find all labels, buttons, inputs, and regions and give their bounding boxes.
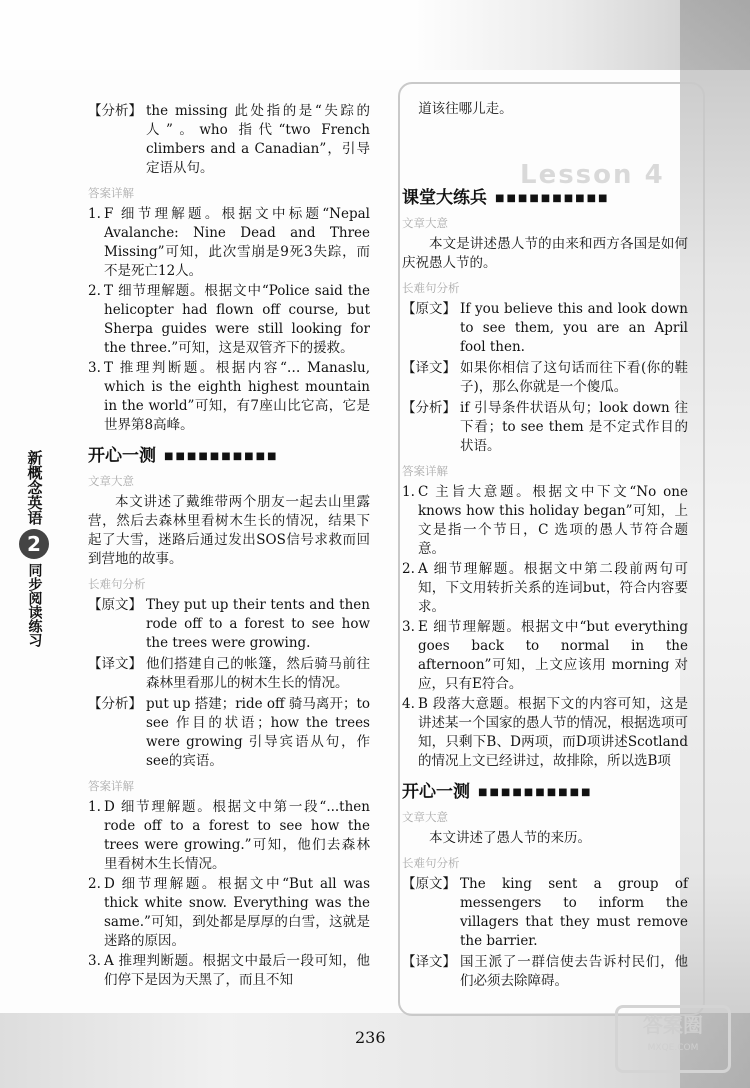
answer-item: 3. E 细节理解题。根据文中“but everything goes back to normal in the afternoon”可知，上文应该用 morning 对应，只有E符合。 — [402, 619, 688, 692]
gist-subheading: 文章大意 — [88, 474, 134, 488]
long-sentence-subheading: 长难句分析 — [402, 856, 460, 870]
answers-subheading: 答案详解 — [402, 464, 448, 478]
series-title: 新概念英语 — [25, 450, 44, 525]
analysis-row: 【译文】 如果你相信了这句话而往下看(你的鞋子)，那么你就是一个傻瓜。 — [402, 360, 688, 395]
answers-list — [402, 483, 688, 771]
answer-item: 3. A 推理判断题。根据文中最后一段可知，他们停下是因为天黑了，而且不知 — [88, 953, 370, 988]
right-column — [402, 100, 688, 993]
section-title: 课堂大练兵 — [402, 188, 487, 208]
answers-list — [88, 205, 370, 435]
analysis-row: 【分析】 if 引导条件状语从句；look down 往下看；to see them 是不定式作目的状语。 — [402, 400, 688, 454]
page-number: 236 — [355, 1028, 386, 1047]
decor-lesson-title: Lesson 4 — [520, 160, 665, 190]
analysis-row: 【译文】 国王派了一群信使去告诉村民们，他们必须去除障碍。 — [402, 954, 688, 989]
gist-paragraph: 本文讲述了愚人节的来历。 — [429, 830, 591, 846]
answer-item: 3. T 推理判断题。根据内容“… Manaslu, which is the eighth highest mountain in the world”可知，有7座山比它高，它是世界第8高峰。 — [88, 360, 370, 433]
spine-label — [14, 450, 54, 647]
analysis-tag: 【分析】 — [88, 103, 142, 119]
section-squares: ■■■■■■■■■■ — [495, 193, 610, 204]
watermark-logo: 答案圈 MXQE.COM — [615, 1005, 731, 1073]
answers-subheading: 答案详解 — [88, 779, 134, 793]
answer-item: 2. A 细节理解题。根据文中第二段前两句可知，下文用转折关系的连词but，符合内容要求。 — [402, 561, 688, 615]
answer-item: 1. F 细节理解题。根据文中标题“Nepal Avalanche: Nine Dead and Three Missing”可知，此次雪崩是9死3失踪，而不是死亡12人。 — [88, 206, 370, 279]
gist-paragraph: 本文讲述了戴维带两个朋友一起去山里露营，然后去森林里看树木生长的情况，结果下起了大雪，迷路后通过发出SOS信号求救而回到营地的故事。 — [88, 494, 370, 567]
scan-shadow-top — [0, 0, 750, 70]
section-heading — [88, 447, 370, 466]
continuation-text: 道该往哪儿走。 — [418, 101, 513, 117]
analysis-text: the missing 此处指的是“失踪的人”。who 指代“two French climbers and a Canadian”，引导定语从句。 — [146, 103, 370, 176]
section-squares: ■■■■■■■■■■ — [478, 787, 593, 798]
analysis-row — [88, 102, 370, 178]
answer-item: 1. C 主旨大意题。根据文中下文“No one knows how this holiday began”可知，上文是指一个节日，C 选项的愚人节符合题意。 — [402, 484, 688, 557]
section-heading — [402, 783, 688, 802]
answers-list — [88, 798, 370, 990]
analysis-row: 【原文】 They put up their tents and then rode off to a forest to see how the trees were growing. — [88, 597, 370, 651]
gist-subheading: 文章大意 — [402, 810, 448, 824]
left-column — [88, 100, 370, 992]
answers-subheading: 答案详解 — [88, 186, 134, 200]
answer-item: 1. D 细节理解题。根据文中第一段“...then rode off to a forest to see how the trees were growing.”可知，他们去森林里看树木生长情况。 — [88, 799, 370, 872]
analysis-row: 【原文】 The king sent a group of messengers to inform the villagers that they must remove the barrier. — [402, 876, 688, 949]
analysis-row: 【原文】 If you believe this and look down to see them, you are an April fool then. — [402, 301, 688, 355]
section-heading — [402, 189, 688, 208]
gist-subheading: 文章大意 — [402, 216, 448, 230]
section-title: 开心一测 — [402, 782, 470, 802]
answer-item: 4. B 段落大意题。根据下文的内容可知，这是讲述某一个国家的愚人节的情况，根据选项可知，只剩下B、D两项，而D项讲述Scotland的情况上文已经讲过，故排除，所以选B项 — [402, 696, 688, 769]
series-subtitle: 同步阅读练习 — [26, 563, 43, 647]
analysis-row: 【译文】 他们搭建自己的帐篷，然后骑马前往森林里看那儿的树木生长的情况。 — [88, 656, 370, 691]
long-sentence-subheading: 长难句分析 — [88, 577, 146, 591]
section-title: 开心一测 — [88, 446, 156, 466]
long-sentence-subheading: 长难句分析 — [402, 281, 460, 295]
level-badge: 2 — [19, 529, 49, 559]
section-squares: ■■■■■■■■■■ — [164, 451, 279, 462]
gist-paragraph: 本文是讲述愚人节的由来和西方各国是如何庆祝愚人节的。 — [402, 236, 688, 271]
answer-item: 2. D 细节理解题。根据文中“But all was thick white snow. Everything was the same.”可知，到处都是厚厚的白雪，这就是迷路的原因。 — [88, 876, 370, 949]
answer-item: 2. T 细节理解题。根据文中“Police said the helicopter had flown off course, but Sherpa guides were still looking for the three.”可知，这是双管齐下的援救。 — [88, 283, 370, 356]
analysis-row: 【分析】 put up 搭建；ride off 骑马离开；to see 作目的状语；how the trees were growing 引导宾语从句，作see的宾语。 — [88, 696, 370, 769]
